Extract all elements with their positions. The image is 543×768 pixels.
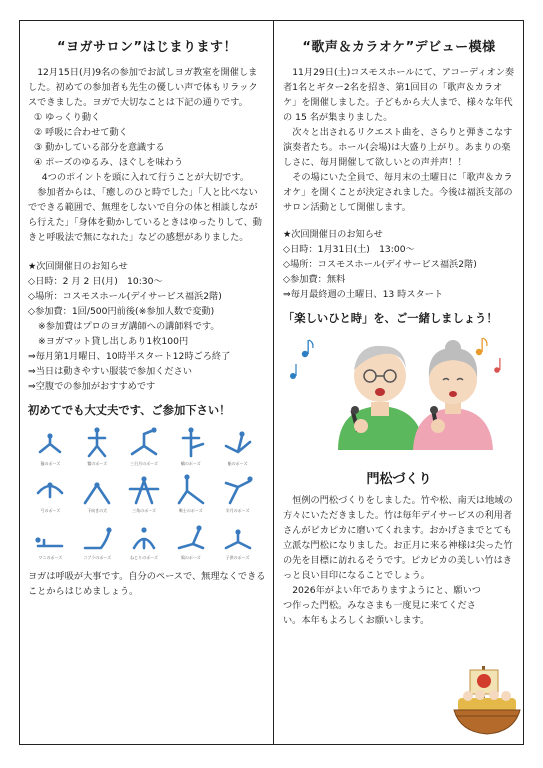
yoga-pose bbox=[168, 426, 213, 467]
yoga-points-note: 4つのポイントを頭に入れて行うことが大切です。 bbox=[41, 172, 250, 183]
yoga-pose-caption: 三角のポーズ bbox=[132, 508, 156, 513]
yoga-next-fee: ◇参加費：1回/500円前後(※参加人数で変動) bbox=[28, 306, 215, 317]
yoga-mat-note: ※ヨガマット貸し出しあり1枚100円 bbox=[38, 336, 189, 347]
yoga-pose bbox=[215, 520, 260, 561]
kadomatsu-title: 門松づくり bbox=[366, 472, 432, 487]
yoga-pose bbox=[28, 426, 73, 467]
yoga-column bbox=[28, 32, 266, 599]
yoga-next-date: ◇日時：2 月 2 日(月) 10:30～ bbox=[28, 276, 163, 287]
music-note-icon bbox=[290, 340, 313, 379]
yoga-empty-stomach: ⇒空腹での参加がおすすめです bbox=[28, 381, 156, 392]
yoga-next-heading: ★次回開催日のお知らせ bbox=[28, 261, 128, 272]
karaoke-column bbox=[283, 32, 515, 628]
yoga-next-info bbox=[28, 259, 266, 394]
yoga-pose bbox=[75, 473, 120, 514]
singers-illustration bbox=[283, 330, 515, 450]
yoga-pose-figure bbox=[220, 520, 256, 554]
yoga-pose bbox=[215, 426, 260, 467]
yoga-point: ④ ポーズのゆるみ、ほぐしを味わう bbox=[34, 157, 184, 168]
yoga-point: ② 呼吸に合わせて動く bbox=[34, 127, 128, 138]
yoga-pose-caption: 猫のポーズ bbox=[40, 461, 61, 466]
yoga-pose-figure bbox=[173, 520, 209, 554]
yoga-pose bbox=[168, 473, 213, 514]
elderly-woman-singing bbox=[413, 340, 493, 450]
yoga-title: “ヨガサロン”はじまります！ bbox=[56, 40, 238, 55]
yoga-closing: ヨガは呼吸が大事です。自分のペースで、無理なくできることからはじめましょう。 bbox=[28, 571, 266, 597]
karaoke-next-date: ◇日時：1月31日(土) 13:00～ bbox=[283, 244, 415, 255]
yoga-pose-caption: ねじりのポーズ bbox=[130, 555, 158, 560]
yoga-clothes: ⇒当日は動きやすい服装で参加ください bbox=[28, 366, 192, 377]
music-note-icon bbox=[494, 358, 500, 373]
yoga-pose-figure bbox=[220, 426, 256, 460]
yoga-pose bbox=[122, 473, 167, 514]
yoga-fee-note: ※参加費はプロのヨガ講師への講師料です。 bbox=[38, 321, 220, 332]
yoga-next-place: ◇場所：コスモスホール(デイサービス福浜2階) bbox=[28, 291, 222, 302]
karaoke-slogan: 「楽しいひと時」を、ご一緒しましょう！ bbox=[283, 312, 498, 325]
yoga-pose-caption: 戦士のポーズ bbox=[178, 508, 203, 513]
yoga-pose-figure bbox=[220, 473, 256, 507]
karaoke-schedule: ⇒毎月最終週の土曜日、13 時スタート bbox=[283, 289, 444, 300]
yoga-pose-caption: 半月のポーズ bbox=[225, 508, 250, 513]
yoga-pose bbox=[75, 426, 120, 467]
yoga-pose-figure bbox=[173, 473, 209, 507]
yoga-point: ③ 動かしている部分を意識する bbox=[34, 142, 165, 153]
yoga-pose bbox=[122, 520, 167, 561]
kadomatsu-body: 恒例の門松づくりをしました。竹や松、南天は地域の方々にいただきました。竹は毎年デイサービスの利用者さんがピカピカに磨いてくれます。おかげさまでとても立派な門松になりました。お正月に来る神様は尖った竹の先を目標に訪れるそうです。ピカピカの美しい竹はきっと良い目印になることでしょう。 bbox=[283, 495, 513, 581]
yoga-poses-illustration bbox=[28, 426, 260, 561]
yoga-feedback: 参加者からは、「癒しのひと時でした」「人と比べないでできる範囲で、無理をしないで自分の体と相談しながら行えた」「身体を動かしているときはゆったりして、動きと呼吸法で無になれた」などの感想がありました。 bbox=[28, 187, 262, 243]
karaoke-next-fee: ◇参加費：無料 bbox=[283, 274, 346, 285]
yoga-pose-figure bbox=[32, 520, 68, 554]
yoga-pose-figure bbox=[173, 426, 209, 460]
yoga-pose-figure bbox=[79, 426, 115, 460]
yoga-pose-caption: 船のポーズ bbox=[227, 461, 248, 466]
yoga-pose-figure bbox=[126, 426, 162, 460]
yoga-pose bbox=[215, 473, 260, 514]
yoga-pose-caption: コブラのポーズ bbox=[83, 555, 112, 560]
yoga-pose-caption: 鷲のポーズ bbox=[87, 461, 108, 466]
kadomatsu-wish: 2026年がよい年でありますようにと、願いつつ作った門松。みなさまも一度見に来てください。本年もよろしくお願いします。 bbox=[283, 585, 481, 626]
karaoke-intro: 11月29日(土)コスモスホールにて、アコーディオン奏者1名とギター2名を招き、第1回目の「歌声＆カラオケ」を開催しました。子どもから大人まで、様々な年代の 15 名が集まりました。 bbox=[283, 67, 515, 123]
yoga-pose bbox=[28, 520, 73, 561]
karaoke-decision: その場にいた全員で、毎月末の土曜日に「歌声＆カラオケ」を開くことが決定されました。今後は福浜支部のサロン活動として開催します。 bbox=[283, 172, 513, 213]
yoga-pose-caption: 鳩のポーズ bbox=[180, 555, 201, 560]
yoga-pose-figure bbox=[79, 473, 115, 507]
yoga-pose-figure bbox=[32, 473, 68, 507]
yoga-pose bbox=[168, 520, 213, 561]
yoga-point: ① ゆっくり動く bbox=[34, 112, 101, 123]
yoga-pose-caption: 鶴のポーズ bbox=[180, 461, 201, 466]
music-note-icon bbox=[476, 338, 487, 355]
yoga-pose-caption: 三日月のポーズ bbox=[130, 461, 158, 466]
treasure-ship-illustration bbox=[452, 662, 522, 742]
column-divider bbox=[273, 20, 274, 745]
yoga-intro: 12月15日(月)9名の参加でお試しヨガ教室を開催しました。初めての参加者も先生の優しい声で体もリラックスできました。ヨガで大切なことは下記の通りです。 bbox=[28, 67, 258, 108]
karaoke-next-info bbox=[283, 227, 515, 302]
yoga-schedule: ⇒毎月第1月曜日、10時半スタート12時ごろ終了 bbox=[28, 351, 231, 362]
karaoke-next-place: ◇場所：コスモスホール(デイサービス福浜2階) bbox=[283, 259, 477, 270]
yoga-pose-figure bbox=[32, 426, 68, 460]
yoga-pose bbox=[122, 426, 167, 467]
yoga-pose-figure bbox=[79, 520, 115, 554]
elderly-man-singing bbox=[338, 346, 424, 450]
karaoke-title: “歌声＆カラオケ”デビュー模様 bbox=[302, 40, 496, 55]
yoga-pose-caption: 子供のポーズ bbox=[225, 555, 250, 560]
karaoke-next-heading: ★次回開催日のお知らせ bbox=[283, 229, 383, 240]
yoga-points bbox=[28, 110, 266, 170]
yoga-pose bbox=[75, 520, 120, 561]
yoga-pose-figure bbox=[126, 520, 162, 554]
yoga-pose-caption: 下向きの犬 bbox=[87, 508, 108, 513]
yoga-pose-figure bbox=[126, 473, 162, 507]
yoga-pose bbox=[28, 473, 73, 514]
yoga-welcome: 初めてでも大丈夫です、ご参加下さい！ bbox=[28, 404, 231, 417]
karaoke-atmosphere: 次々と出されるリクエスト曲を、さらりと弾きこなす演奏者たち。ホール(会場)は大盛り上がり。あまりの楽しさに、毎月開催して欲しいとの声并声！！ bbox=[283, 127, 513, 168]
yoga-pose-caption: ワニのポーズ bbox=[38, 555, 63, 560]
yoga-pose-caption: 弓のポーズ bbox=[40, 508, 61, 513]
